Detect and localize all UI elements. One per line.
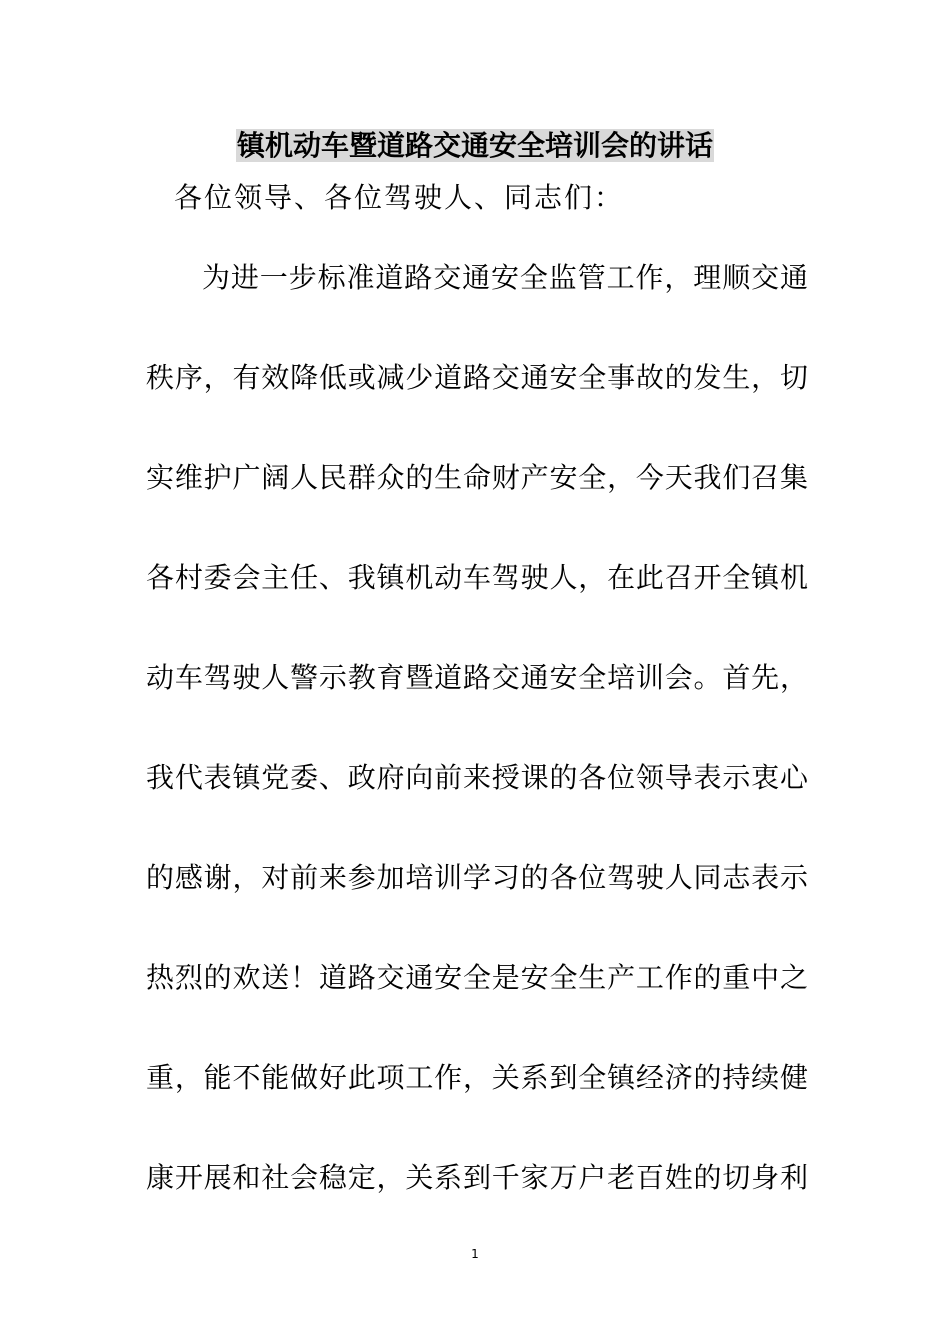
body-line: 康开展和社会稳定，关系到千家万户老百姓的切身利 bbox=[146, 1161, 808, 1194]
body-line: 热烈的欢送！道路交通安全是安全生产工作的重中之 bbox=[146, 961, 808, 994]
body-line: 动车驾驶人警示教育暨道路交通安全培训会。首先， bbox=[146, 661, 808, 694]
salutation: 各位领导、各位驾驶人、同志们： bbox=[174, 181, 625, 214]
body-line: 的感谢，对前来参加培训学习的各位驾驶人同志表示 bbox=[146, 861, 808, 894]
body-line: 秩序，有效降低或减少道路交通安全事故的发生，切 bbox=[146, 361, 808, 394]
page-number: 1 bbox=[471, 1247, 479, 1261]
body-line: 为进一步标准道路交通安全监管工作，理顺交通 bbox=[202, 261, 808, 294]
body-line: 重，能不能做好此项工作，关系到全镇经济的持续健 bbox=[146, 1061, 808, 1094]
body-line: 我代表镇党委、政府向前来授课的各位领导表示衷心 bbox=[146, 761, 808, 794]
document-title-text: 镇机动车暨道路交通安全培训会的讲话 bbox=[236, 129, 713, 162]
body-line: 实维护广阔人民群众的生命财产安全，今天我们召集 bbox=[146, 461, 808, 494]
body-line: 各村委会主任、我镇机动车驾驶人，在此召开全镇机 bbox=[146, 561, 808, 594]
document-title bbox=[0, 126, 950, 166]
